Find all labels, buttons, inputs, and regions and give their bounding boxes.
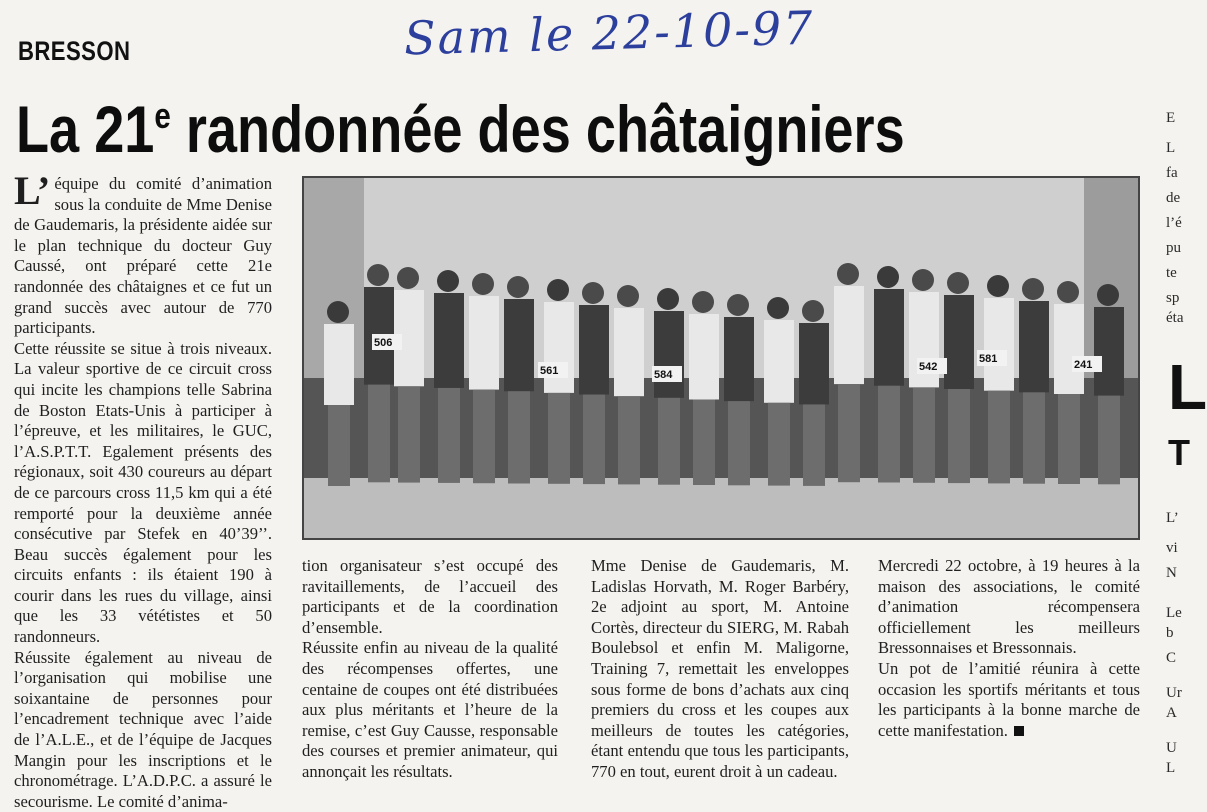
runner-head	[547, 279, 569, 301]
runner-body	[1019, 301, 1049, 392]
headline-superscript: e	[154, 95, 171, 136]
adjacent-text-fragment: U	[1166, 740, 1177, 756]
paragraph-recompenses: Réussite enfin au niveau de la qualité des récompenses offertes, une centaine de coupes ont été distribuées aux plus méritants et l’heure de la remise, c’est Guy Causse, responsable des courses et premier animateur, qui annonçait les résultats.	[302, 638, 558, 781]
runner-head	[472, 273, 494, 295]
runner-head	[437, 270, 459, 292]
runners-photo	[302, 176, 1140, 540]
bib-number: 241	[1074, 359, 1093, 371]
runner-legs	[988, 391, 1010, 484]
runner-head	[507, 276, 529, 298]
runner-body	[1054, 304, 1084, 394]
runner-head	[947, 272, 969, 294]
runner-legs	[728, 401, 750, 485]
runner-legs	[878, 386, 900, 483]
bleed-through-right	[866, 0, 1136, 70]
article-headline	[16, 76, 905, 169]
runner-legs	[328, 405, 350, 486]
runner-legs	[583, 395, 605, 485]
runner-body	[544, 302, 574, 393]
runner-legs	[1098, 396, 1120, 485]
end-of-article-mark	[1014, 726, 1024, 736]
headline-part-2: randonnée des châtaigniers	[170, 92, 905, 166]
runner-body	[944, 295, 974, 389]
bleed-through-left	[266, 0, 386, 70]
bib-number: 506	[374, 337, 393, 349]
article-column-2	[302, 556, 558, 783]
runner-legs	[803, 404, 825, 485]
adjacent-headline-letter-l: L	[1168, 351, 1207, 423]
adjacent-text-fragment: Le	[1166, 605, 1182, 621]
adjacent-text-fragment: A	[1166, 705, 1177, 721]
adjacent-text-fragment: Ur	[1166, 685, 1182, 701]
adjacent-text-fragment: b	[1166, 625, 1174, 641]
paragraph-pot-amitie	[878, 659, 1140, 741]
runner-head	[802, 300, 824, 322]
runner-head	[397, 267, 419, 289]
article-column-1	[14, 168, 272, 812]
headline-part-1: La 21	[16, 92, 155, 166]
runner-body	[724, 317, 754, 401]
adjacent-headline-letter-t: T	[1168, 432, 1190, 473]
runner-legs	[508, 391, 530, 483]
adjacent-text-fragment: de	[1166, 190, 1181, 206]
paragraph-intro: L’équipe du comité d’animation sous la conduite de Mme Denise de Gaudemaris, la présidente aidée sur le plan technique du docteur Guy Caussé, ont préparé cette 21e randonnée des châtaignes et ce fut un grand succès avec autour de 770 participants.	[14, 168, 272, 338]
article-column-3	[591, 556, 849, 783]
section-kicker: BRESSON	[18, 36, 131, 66]
runner-body	[799, 323, 829, 404]
paragraph-remise-prix: Mme Denise de Gaudemaris, M. Ladislas Horvath, M. Roger Barbéry, 2e adjoint au sport, M. Antoine Cortès, directeur du SIERG, M. Rabah Boulebsol et enfin M. Maligorne, Training 7, remettait les enveloppes sous forme de bons d’achats aux cinq premiers du cross et les coupes aux meilleurs de toutes les catégories, étant entendu que tous les participants, 770 en tout, eurent droit à un cadeau.	[591, 556, 849, 781]
adjacent-text-fragment: L	[1166, 760, 1176, 776]
runner-head	[657, 288, 679, 310]
runner-body	[874, 289, 904, 386]
runner-head	[877, 266, 899, 288]
runner-body	[504, 299, 534, 391]
runner-head	[1057, 281, 1079, 303]
runner-legs	[658, 398, 680, 485]
paragraph-ceremonie: Mercredi 22 octobre, à 19 heures à la maison des associations, le comité d’animation récompensera officiellement les meilleurs Bressonnaises et Bressonnais.	[878, 556, 1140, 658]
runner-head	[767, 297, 789, 319]
runner-legs	[913, 387, 935, 482]
runner-head	[327, 301, 349, 323]
adjacent-text-fragment: pu	[1166, 240, 1181, 256]
paragraph-coordination: tion organisateur s’est occupé des ravitaillements, de l’accueil des participants et de la coordination d’ensemble.	[302, 556, 558, 637]
runner-body	[689, 314, 719, 400]
bib-number: 542	[919, 361, 938, 373]
paragraph-reussite-sportive: Cette réussite se situe à trois niveaux. La valeur sportive de ce circuit cross qui incite les champions telle Sabrina de Boston Etats-Unis à participer à l’épreuve, et les militaires, le GUC, l’A.S.P.T.T. Egalement présents des régionaux, soit 430 coureurs au départ de ce parcours cross 11,5 km qui a été remporté pour la deuxième année consécutive par Stefek en 40’39’’. Beau succès également pour les circuits enfants : ils étaient 190 à courir dans les rues du village, ainsi que les 33 vététistes et 50 randonneurs.	[14, 338, 272, 647]
runner-body	[764, 320, 794, 403]
runner-body	[834, 286, 864, 384]
runner-body	[324, 324, 354, 405]
runner-head	[617, 285, 639, 307]
runner-head	[912, 269, 934, 291]
adjacent-text-fragment: fa	[1166, 165, 1178, 181]
runner-body	[984, 298, 1014, 391]
handwritten-date-note: Sam le 22-10-97	[403, 0, 816, 66]
runner-head	[582, 282, 604, 304]
bib-number: 561	[540, 365, 559, 377]
adjacent-text-fragment: éta	[1166, 310, 1184, 326]
runner-legs	[948, 389, 970, 483]
adjacent-text-fragment: L’	[1166, 510, 1179, 526]
runner-body	[614, 308, 644, 396]
paragraph-organisation: Réussite également au niveau de l’organisation qui mobilise une soixantaine de personnes pour l’encadrement technique avec l’aide de l’A.L.E., et de l’équipe de Jacques Mangin pour les inscriptions et le chronométrage. L’A.D.P.C. a assuré le secourisme. Le comité d’anima-	[14, 647, 272, 811]
adjacent-text-fragment: L	[1166, 140, 1176, 156]
runner-body	[469, 296, 499, 390]
runner-body	[434, 293, 464, 388]
runner-legs	[618, 396, 640, 484]
adjacent-text-fragment: vi	[1166, 540, 1178, 556]
adjacent-text-fragment: C	[1166, 650, 1177, 666]
runner-body	[654, 311, 684, 398]
runner-head	[727, 294, 749, 316]
runner-legs	[548, 393, 570, 484]
bib-number: 584	[654, 369, 673, 381]
bib-number: 581	[979, 353, 998, 365]
runner-legs	[368, 385, 390, 483]
adjacent-text-fragment: N	[1166, 565, 1177, 581]
runner-head	[692, 291, 714, 313]
runner-legs	[1023, 392, 1045, 483]
runner-legs	[838, 384, 860, 482]
pot-amitie-text: Un pot de l’amitié réunira à cette occasion les sportifs méritants et tous les participants à la bonne marche de cette manifestation.	[878, 658, 1140, 740]
runner-head	[1022, 278, 1044, 300]
adjacent-text-fragment: E	[1166, 110, 1176, 126]
runner-legs	[438, 388, 460, 483]
article-column-4	[878, 556, 1140, 741]
adjacent-text-fragment: sp	[1166, 290, 1180, 306]
runner-body	[1094, 307, 1124, 396]
runner-head	[987, 275, 1009, 297]
runner-head	[367, 264, 389, 286]
adjacent-text-fragment: te	[1166, 265, 1177, 281]
runner-legs	[768, 403, 790, 486]
runner-head	[837, 263, 859, 285]
adjacent-text-fragment: l’é	[1166, 215, 1182, 231]
runner-legs	[693, 400, 715, 486]
runner-legs	[473, 390, 495, 484]
runners-photo-drawing	[304, 178, 1138, 538]
runner-body	[579, 305, 609, 395]
runner-head	[1097, 284, 1119, 306]
runner-legs	[1058, 394, 1080, 484]
runner-legs	[398, 386, 420, 482]
